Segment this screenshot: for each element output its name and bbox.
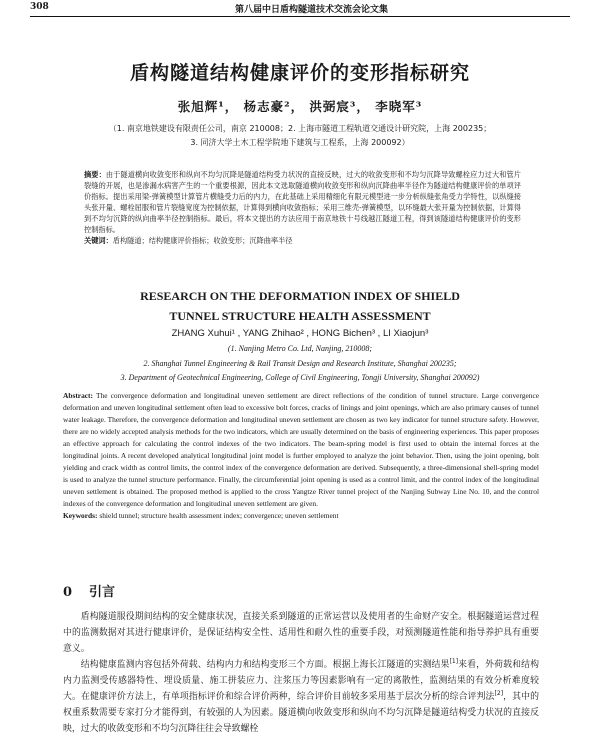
abstract-en-label: Abstract:	[63, 391, 93, 400]
affiliation-en-line: 3. Department of Geotechnical Engineering, College of Civil Engineering, Tongji University, Shanghai 200092)	[120, 373, 480, 382]
running-header	[30, 2, 570, 17]
abstract-cn-text: 由于隧道横向收敛变形和纵向不均匀沉降是隧道结构受力状况的直接反映，过大的收敛变形和不均匀沉降导致螺栓应力过大和管片裂缝的开展，也是渗漏水病害产生的一个重要根源，因此本文选取隧道横向收敛变形和纵向沉降曲率半径作为隧道结构健康评价的单项评价指标。提出采用梁-弹簧模型计算管片横缝受力后的内力，在此基础上采用精细化有限元模型进一步分析纵缝张角受力学特性，以纵缝接头张开量、螺栓屈服和管片裂缝宽度为控制依据，计算得到横向收敛指标；采用三维壳-弹簧模型，以环缝最大张开量为控制依据，计算得到不均匀沉降的纵向曲率半径控制指标。最后，将本文提出的方法应用于南京地铁十号线越江隧道工程，得到该隧道结构健康评价的变形控制指标。	[84, 170, 521, 234]
citation[interactable]: [1]	[449, 658, 459, 666]
abstract-en-body	[63, 390, 539, 510]
section-heading	[63, 581, 115, 600]
abstract-cn	[84, 169, 521, 246]
title-en-line: RESEARCH ON THE DEFORMATION INDEX OF SHIELD	[140, 289, 460, 303]
abstract-en-text: The convergence deformation and longitudinal uneven settlement are direct reflections of the condition of tunnel structure. Large convergence deformation and uneven longitudinal settlement often lead to excessive bolt forces, cracks of linings and joint openings, which are also primary causes of tunnel water leakage. Therefore, the convergence deformation and longitudinal uneven settlement are chosen as two key indicator for tunnel structure safety. However, there are no widely accepted analysis methods for the two indicators, which are usually determined on the basis of engineering experiences. This paper proposes an effective approach for calculating the control indexes of the two indicators. The beam-spring model is first used to obtain the internal forces at the longitudinal joints. A recent developed analytical longitudinal joint model is further employed to analyze the joint behavior. Then, using the joint opening, bolt yielding and crack width as control limits, the control index of the convergence deformation are derived. Subsequently, a three-dimensional shell-spring model is used to analyze the tunnel structure performance. Finally, the circumferential joint opening is used as a control limit, and the control index of the longitudinal uneven settlement is obtained. The proposed method is applied to the cross Yangtze River tunnel project of the Nanjing Subway Line No. 10, and the control indexes of the convergence deformation and longitudinal uneven settlement are given.	[63, 391, 540, 508]
affiliation-cn-line: （1. 南京地铁建设有限责任公司，南京 210008；2. 上海市隧道工程轨道交通设计研究院，上海 200235；	[108, 124, 492, 133]
paper-title-en	[0, 286, 600, 326]
paper-title-cn: 盾构隧道结构健康评价的变形指标研究	[129, 62, 470, 84]
keywords-cn-text: 盾构隧道；结构健康评价指标；收敛变形；沉降曲率半径	[112, 236, 293, 245]
title-en-line: TUNNEL STRUCTURE HEALTH ASSESSMENT	[169, 309, 431, 323]
section-number: 0	[63, 585, 73, 600]
paragraph: 结构健康监测内容包括外荷载、结构内力和结构变形三个方面。根据上海长江隧道的实测结果[1]来看，外荷载和结构内力监测受传感器特性、埋设质量、施工拼装应力、注浆压力等因素影响有一定的离散性，监测结果的有效分析难度较大。在健康评价方法上，有单项指标评价和综合评价两种，综合评价目前较多采用基于层次分析的综合评判法[2]，其中的权重系数需要专家打分才能得到，有较强的人为因素。隧道横向收敛变形和纵向不均匀沉降是隧道结构受力状况的直接反映，过大的收敛变形和不均匀沉降往往会导致螺栓	[63, 658, 540, 734]
abstract-cn-label: 摘要：	[84, 170, 106, 179]
keywords-cn-label: 关键词：	[84, 236, 113, 245]
affiliations-cn	[40, 122, 560, 150]
keywords-en	[63, 510, 539, 522]
body-text	[63, 609, 539, 737]
affiliation-en-line: 2. Shanghai Tunnel Engineering & Rail Transit Design and Research Institute, Shanghai 200235;	[143, 358, 457, 368]
affiliation-en-line: (1. Nanjing Metro Co. Ltd, Nanjing, 210008;	[227, 344, 373, 353]
running-title: 第八届中日盾构隧道技术交流会论文集	[235, 5, 389, 15]
paragraph: 盾构隧道服役期间结构的安全健康状况，直接关系到隧道的正常运营以及使用者的生命财产安全。根据隧道运营过程中的监测数据对其进行健康评价，是保证结构安全性、适用性和耐久性的重要手段，对预测隧道性能和指导养护具有重要意义。	[63, 612, 539, 654]
citation[interactable]: [2]	[494, 690, 504, 698]
keywords-en-label: Keywords:	[63, 511, 98, 520]
section-title: 引言	[89, 585, 116, 600]
keywords-en-text: shield tunnel; structure health assessment index; convergence; uneven settlement	[99, 511, 339, 520]
authors-cn: 张旭辉¹， 杨志豪²， 洪弼宸³， 李晓军³	[177, 99, 423, 114]
affiliation-cn-line: 3. 同济大学土木工程学院地下建筑与工程系，上海 200092）	[190, 138, 410, 147]
affiliations-en	[40, 342, 560, 386]
abstract-cn-body	[84, 169, 521, 235]
abstract-en	[63, 390, 539, 522]
authors-en: ZHANG Xuhui¹ , YANG Zhihao² , HONG Bichen³ , LI Xiaojun³	[171, 328, 429, 339]
keywords-cn	[84, 235, 521, 246]
page-number: 308	[30, 2, 49, 12]
